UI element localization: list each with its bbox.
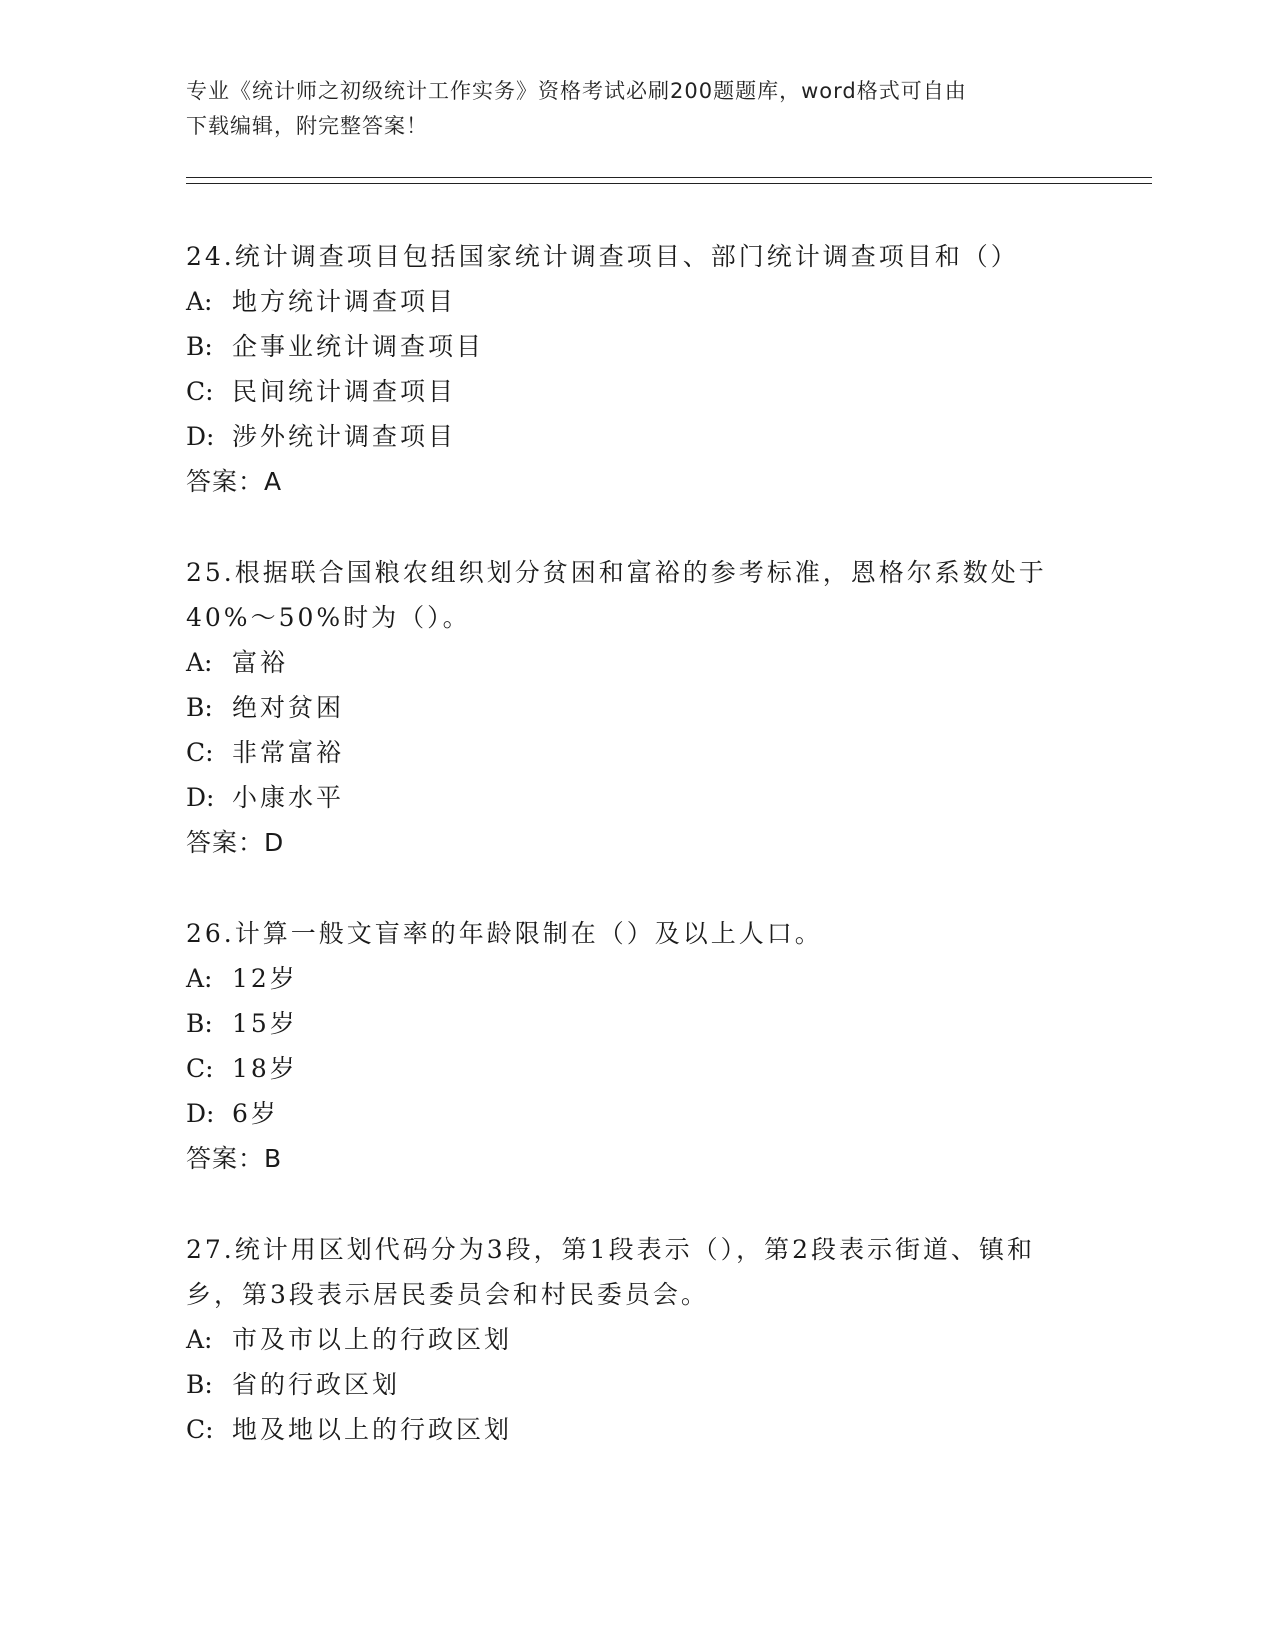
option-letter: B: bbox=[186, 693, 213, 722]
answer-label: 答案：B bbox=[186, 1144, 283, 1173]
option-letter: C: bbox=[186, 1415, 214, 1444]
option-letter: A: bbox=[186, 964, 213, 993]
question-text: 26.计算一般文盲率的年龄限制在（）及以上人口。 bbox=[186, 919, 823, 948]
option-letter: B: bbox=[186, 1370, 213, 1399]
question-26 bbox=[186, 911, 1086, 1181]
header-line-2: 下载编辑，附完整答案！ bbox=[186, 114, 428, 138]
question-list bbox=[186, 234, 1086, 1498]
option-a bbox=[186, 956, 1086, 1001]
option-d bbox=[186, 414, 1086, 459]
option-text: 涉外统计调查项目 bbox=[232, 422, 457, 451]
option-text: 绝对贫困 bbox=[232, 693, 345, 722]
question-text: 27.统计用区划代码分为3段，第1段表示（），第2段表示街道、镇和乡，第3段表示居民委员会和村民委员会。 bbox=[186, 1235, 1035, 1309]
option-d bbox=[186, 1091, 1086, 1136]
option-a bbox=[186, 640, 1086, 685]
answer-label: 答案：D bbox=[186, 828, 285, 857]
option-text: 地及地以上的行政区划 bbox=[232, 1415, 513, 1444]
option-text: 小康水平 bbox=[232, 783, 345, 812]
document-header bbox=[186, 74, 1066, 144]
option-text: 12岁 bbox=[232, 964, 298, 993]
header-divider-bottom bbox=[186, 183, 1152, 184]
option-letter: B: bbox=[186, 332, 213, 361]
header-line-1: 专业《统计师之初级统计工作实务》资格考试必刷200题题库，word格式可自由 bbox=[186, 79, 967, 103]
header-divider-top bbox=[186, 177, 1152, 178]
option-letter: A: bbox=[186, 648, 213, 677]
question-24 bbox=[186, 234, 1086, 504]
option-text: 6岁 bbox=[232, 1099, 279, 1128]
option-letter: C: bbox=[186, 377, 214, 406]
option-text: 非常富裕 bbox=[232, 738, 345, 767]
option-text: 15岁 bbox=[232, 1009, 298, 1038]
option-letter: C: bbox=[186, 738, 214, 767]
option-c bbox=[186, 1407, 1086, 1452]
option-text: 民间统计调查项目 bbox=[232, 377, 457, 406]
option-letter: D: bbox=[186, 422, 215, 451]
option-text: 富裕 bbox=[232, 648, 289, 677]
option-b bbox=[186, 324, 1086, 369]
question-27 bbox=[186, 1227, 1086, 1452]
option-text: 企事业统计调查项目 bbox=[232, 332, 485, 361]
option-b bbox=[186, 1362, 1086, 1407]
option-a bbox=[186, 1317, 1086, 1362]
option-text: 18岁 bbox=[232, 1054, 298, 1083]
question-25 bbox=[186, 550, 1086, 865]
option-b bbox=[186, 685, 1086, 730]
question-text: 25.根据联合国粮农组织划分贫困和富裕的参考标准，恩格尔系数处于40%～50%时为（）。 bbox=[186, 558, 1047, 632]
option-c bbox=[186, 730, 1086, 775]
option-letter: A: bbox=[186, 287, 213, 316]
option-text: 地方统计调查项目 bbox=[232, 287, 457, 316]
option-d bbox=[186, 775, 1086, 820]
option-letter: B: bbox=[186, 1009, 213, 1038]
option-text: 市及市以上的行政区划 bbox=[232, 1325, 513, 1354]
option-a bbox=[186, 279, 1086, 324]
option-c bbox=[186, 369, 1086, 414]
option-letter: C: bbox=[186, 1054, 214, 1083]
option-c bbox=[186, 1046, 1086, 1091]
option-text: 省的行政区划 bbox=[232, 1370, 401, 1399]
option-letter: D: bbox=[186, 783, 215, 812]
answer-label: 答案：A bbox=[186, 467, 283, 496]
option-letter: A: bbox=[186, 1325, 213, 1354]
option-b bbox=[186, 1001, 1086, 1046]
question-text: 24.统计调查项目包括国家统计调查项目、部门统计调查项目和（） bbox=[186, 242, 1019, 271]
option-letter: D: bbox=[186, 1099, 215, 1128]
